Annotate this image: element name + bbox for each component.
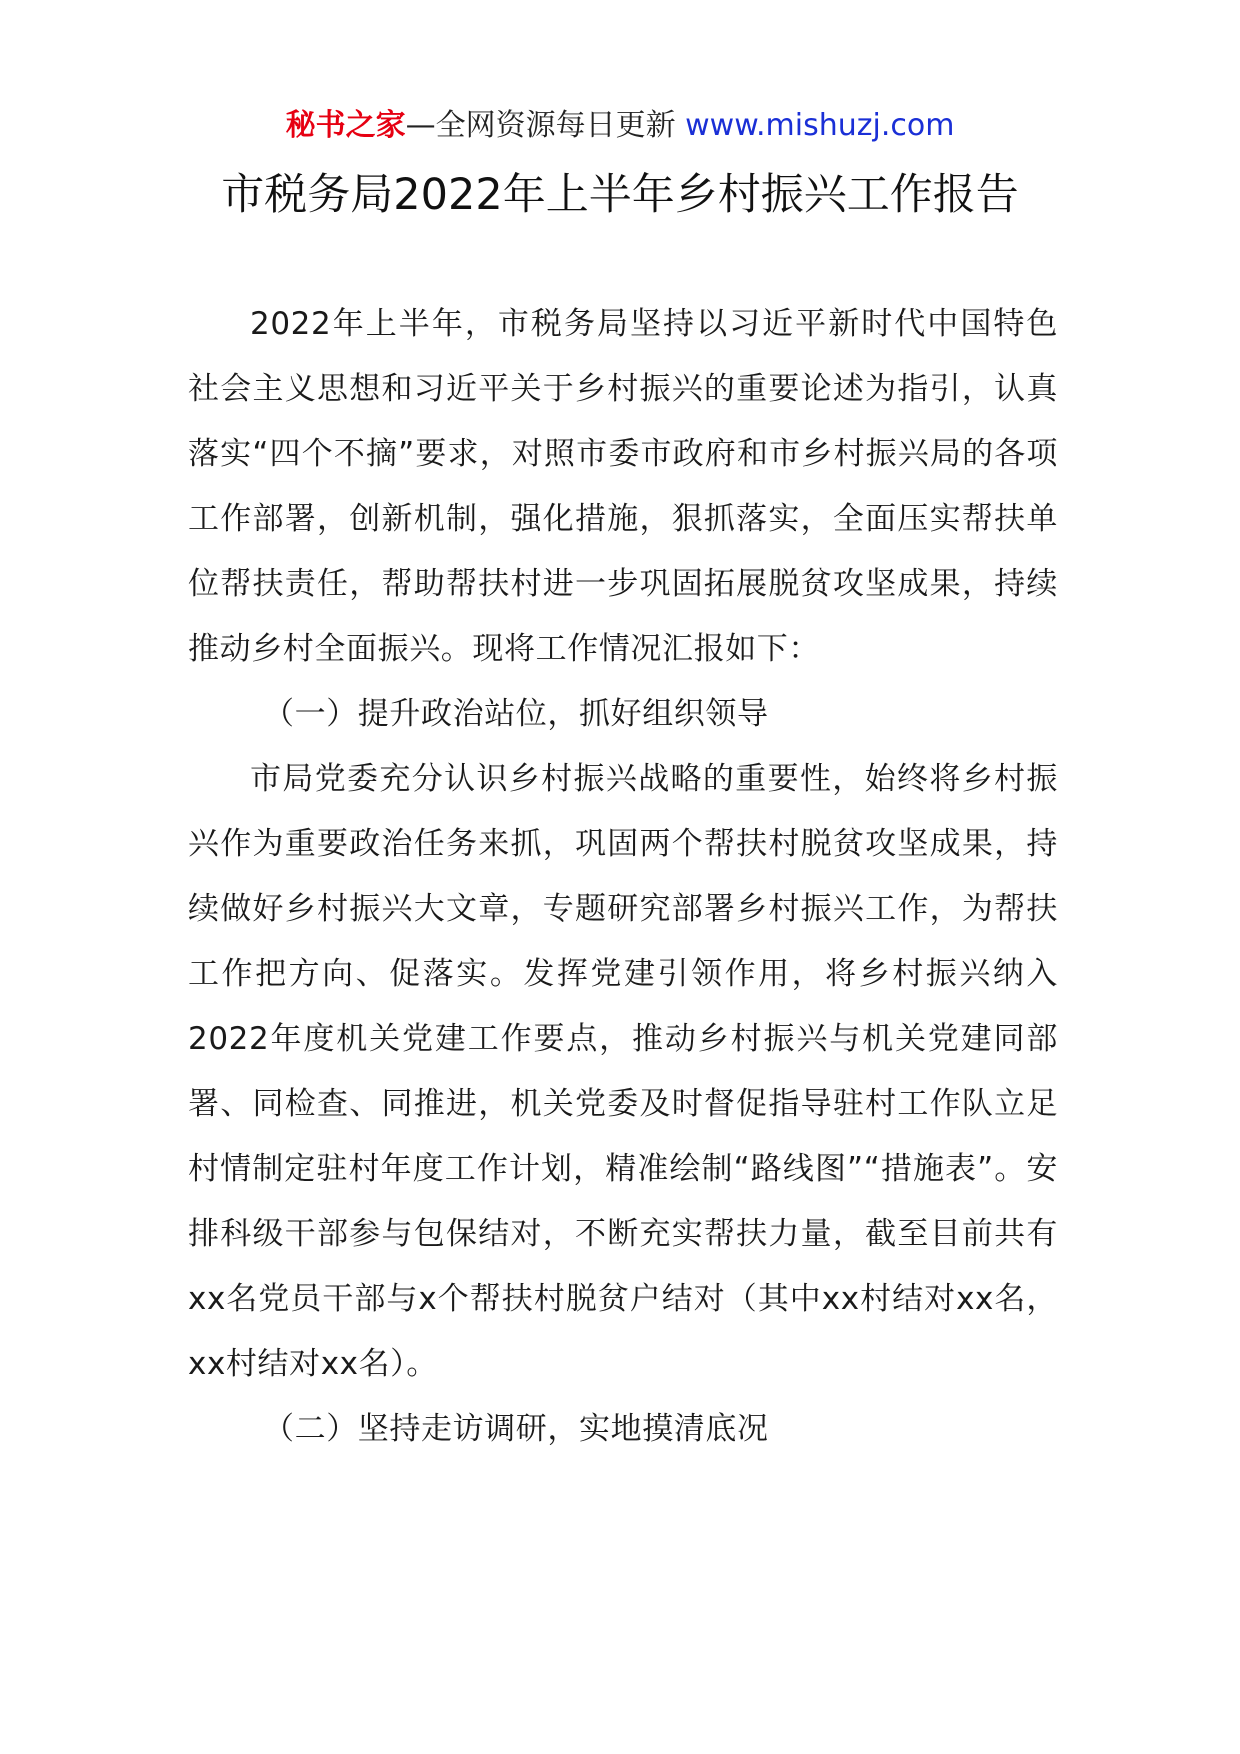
section-heading-2: （二）坚持走访调研，实地摸清底况: [263, 1411, 769, 1447]
section-heading-1: （一）提升政治站位，抓好组织领导: [263, 696, 769, 732]
site-url[interactable]: www.mishuzj.com: [685, 108, 955, 143]
site-banner: [0, 104, 1240, 148]
site-slogan: —全网资源每日更新: [405, 108, 686, 143]
document-title: 市税务局2022年上半年乡村振兴工作报告: [221, 170, 1019, 220]
intro-paragraph: 2022年上半年，市税务局坚持以习近平新时代中国特色社会主义思想和习近平关于乡村振兴的重要论述为指引，认真落实“四个不摘”要求，对照市委市政府和市乡村振兴局的各项工作部署，创新机制，强化措施，狠抓落实，全面压实帮扶单位帮扶责任，帮助帮扶村进一步巩固拓展脱贫攻坚成果，持续推动乡村全面振兴。现将工作情况汇报如下：: [188, 306, 1058, 667]
section-1-paragraph: 市局党委充分认识乡村振兴战略的重要性，始终将乡村振兴作为重要政治任务来抓，巩固两个帮扶村脱贫攻坚成果，持续做好乡村振兴大文章，专题研究部署乡村振兴工作，为帮扶工作把方向、促落实。发挥党建引领作用，将乡村振兴纳入2022年度机关党建工作要点，推动乡村振兴与机关党建同部署、同检查、同推进，机关党委及时督促指导驻村工作队立足村情制定驻村年度工作计划，精准绘制“路线图”“措施表”。安排科级干部参与包保结对，不断充实帮扶力量，截至目前共有xx名党员干部与x个帮扶村脱贫户结对（其中xx村结对xx名，xx村结对xx名）。: [188, 761, 1058, 1382]
document-body: [188, 292, 1058, 1462]
brand-name: 秘书之家: [285, 108, 406, 143]
